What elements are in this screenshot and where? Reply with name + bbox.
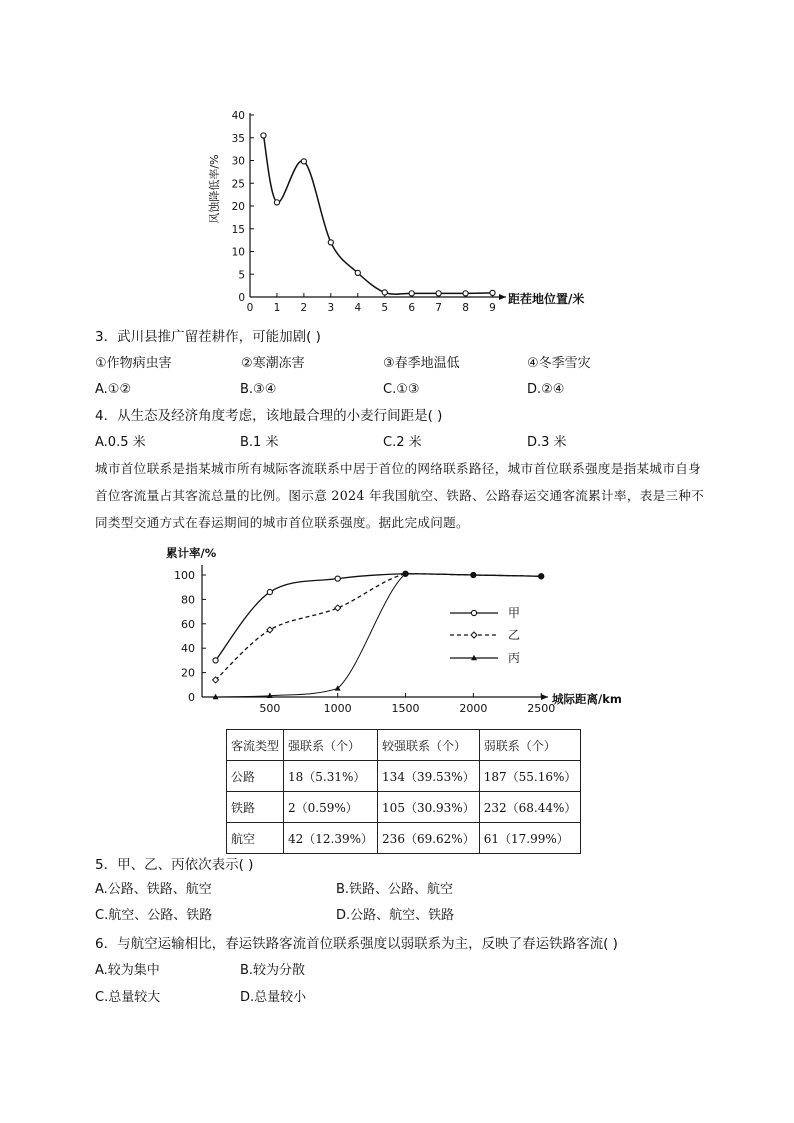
y-tick-label: 20 [181, 666, 195, 680]
y-tick-label: 25 [231, 178, 245, 191]
data-point [490, 290, 495, 295]
data-point [471, 632, 477, 638]
data-point [538, 573, 544, 579]
data-point [463, 291, 468, 296]
x-tick-label: 0 [246, 302, 254, 314]
y-tick-label: 0 [238, 292, 245, 304]
q3-item-1: ①作物病虫害 [95, 356, 172, 371]
q3-option-c[interactable]: C.①③ [383, 382, 420, 397]
table-header-row [227, 730, 581, 761]
y-tick-label: 35 [231, 132, 245, 145]
x-tick-label: 7 [435, 302, 442, 314]
series-line [216, 574, 542, 680]
wind-erosion-chart [200, 105, 585, 320]
y-tick-label: 10 [231, 246, 245, 259]
c1-y-axis-label: 风蚀降低率/% [208, 154, 221, 224]
table-cell: 2（0.59%） [284, 792, 378, 823]
series-line [263, 135, 492, 294]
passage-text: 城市首位联系是指某城市所有城际客流联系中居于首位的网络联系路径，城市首位联系强度是指某城市自身首位客流量占其客流总量的比例。图示意 2024 年我国航空、铁路、公路春运交通客流累计率，表是三种不同类型交通方式在春运期间的城市首位联系强度。据此完成问题。 [95, 461, 705, 530]
table-cell: 232（68.44%） [479, 792, 581, 823]
data-point [470, 572, 476, 578]
x-axis-arrow [499, 294, 506, 300]
q6-option-c[interactable]: C.总量较大 [95, 990, 161, 1005]
q5-option-b[interactable]: B.铁路、公路、航空 [336, 882, 454, 897]
q6-option-a[interactable]: A.较为集中 [95, 963, 160, 978]
table-cell: 18（5.31%） [284, 761, 378, 792]
table-row [227, 823, 581, 854]
y-tick-label: 40 [231, 110, 245, 122]
data-point [274, 200, 279, 205]
q6-option-b[interactable]: B.较为分散 [240, 963, 306, 978]
y-tick-label: 100 [174, 569, 195, 582]
data-point [213, 658, 218, 663]
x-tick-label: 1500 [391, 702, 420, 715]
y-tick-label: 20 [231, 201, 245, 213]
c2-legend [450, 606, 520, 665]
q4-stem: 4．从生态及经济角度考虑，该地最合理的小麦行间距是( ) [95, 408, 443, 424]
table-cell: 105（30.93%） [378, 792, 480, 823]
x-tick-label: 1000 [323, 702, 352, 715]
cumulative-rate-chart [150, 542, 640, 722]
x-tick-label: 5 [381, 302, 389, 314]
data-point [382, 290, 387, 295]
q6-option-d[interactable]: D.总量较小 [240, 990, 307, 1005]
q5-option-a[interactable]: A.公路、铁路、航空 [95, 882, 212, 897]
passenger-flow-table [226, 729, 581, 854]
x-tick-label: 4 [354, 302, 362, 314]
table-cell: 铁路 [227, 792, 284, 823]
y-tick-label: 5 [238, 269, 245, 282]
q3-item-2: ②寒潮冻害 [241, 356, 305, 371]
table-header-cell: 弱联系（个） [479, 730, 581, 761]
y-tick-label: 30 [231, 155, 245, 168]
x-tick-label: 2 [300, 302, 308, 314]
c1-axes [250, 113, 506, 300]
y-tick-label: 40 [181, 642, 195, 656]
x-tick-label: 9 [489, 302, 496, 314]
data-point [436, 291, 441, 296]
legend-label: 甲 [508, 606, 521, 620]
data-point [267, 589, 272, 594]
table-header-cell: 强联系（个） [284, 730, 378, 761]
c2-tick-labels [174, 569, 555, 715]
x-tick-label: 8 [462, 302, 469, 314]
q3-stem: 3．武川县推广留茬耕作，可能加剧( ) [95, 329, 321, 345]
data-point [403, 571, 409, 577]
data-point [409, 291, 414, 296]
legend-label: 乙 [508, 628, 521, 642]
c2-x-axis-label: 城际距离/km [552, 692, 622, 706]
q4-option-c[interactable]: C.2 米 [383, 435, 422, 450]
data-point [267, 627, 273, 633]
data-point [355, 270, 360, 275]
c2-y-axis-label: 累计率/% [166, 546, 217, 560]
table-cell: 61（17.99%） [479, 823, 581, 854]
c2-axes [202, 565, 548, 700]
table-cell: 42（12.39%） [284, 823, 378, 854]
table-header-cell: 较强联系（个） [378, 730, 480, 761]
q4-option-a[interactable]: A.0.5 米 [95, 435, 146, 450]
y-tick-label: 80 [181, 593, 195, 607]
q4-option-b[interactable]: B.1 米 [240, 435, 279, 450]
table-cell: 航空 [227, 823, 284, 854]
c1-plot [261, 133, 495, 296]
y-tick-label: 60 [181, 617, 195, 631]
data-point [335, 605, 341, 611]
x-tick-label: 3 [327, 302, 335, 314]
y-tick-label: 0 [188, 691, 195, 704]
q3-option-b[interactable]: B.③④ [240, 382, 277, 397]
q3-item-3: ③春季地温低 [383, 356, 460, 371]
q3-item-4: ④冬季雪灾 [527, 356, 591, 371]
q5-option-c[interactable]: C.航空、公路、铁路 [95, 908, 213, 923]
data-point [328, 240, 333, 245]
q3-option-d[interactable]: D.②④ [527, 382, 565, 397]
x-tick-label: 2500 [527, 702, 556, 715]
q6-stem: 6．与航空运输相比，春运铁路客流首位联系强度以弱联系为主，反映了春运铁路客流( ) [95, 936, 618, 952]
x-tick-label: 2000 [459, 702, 488, 715]
x-axis-arrow [541, 694, 548, 700]
q4-option-d[interactable]: D.3 米 [527, 435, 567, 450]
x-tick-label: 6 [408, 302, 416, 314]
q5-stem: 5．甲、乙、丙依次表示( ) [95, 857, 254, 873]
data-point [261, 133, 266, 138]
q5-option-d[interactable]: D.公路、航空、铁路 [336, 908, 455, 923]
data-point [335, 576, 340, 581]
table-header-cell: 客流类型 [227, 730, 284, 761]
legend-label: 丙 [508, 651, 521, 665]
y-tick-label: 15 [231, 223, 245, 236]
q3-option-a[interactable]: A.①② [95, 382, 132, 397]
x-tick-label: 1 [273, 302, 281, 314]
table-cell: 134（39.53%） [378, 761, 480, 792]
table-cell: 公路 [227, 761, 284, 792]
table-row [227, 792, 581, 823]
data-point [301, 159, 306, 164]
table-row [227, 761, 581, 792]
c1-x-axis-label: 距茬地位置/米 [508, 292, 585, 306]
c1-tick-labels [232, 110, 496, 314]
table-cell: 187（55.16%） [479, 761, 581, 792]
x-tick-label: 500 [259, 702, 281, 715]
table-cell: 236（69.62%） [378, 823, 480, 854]
data-point [471, 610, 476, 615]
